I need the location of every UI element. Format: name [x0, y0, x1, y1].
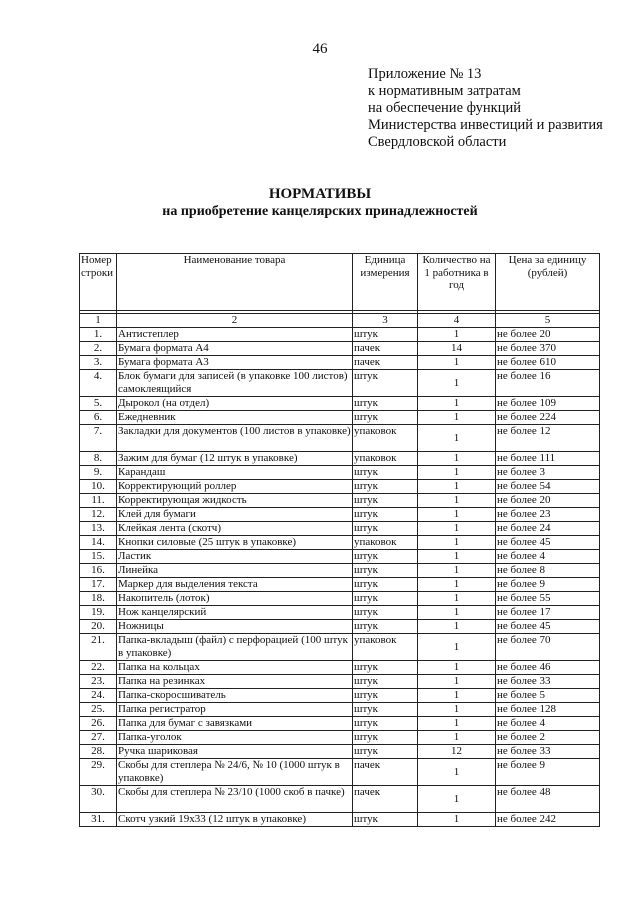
price-cell: не более 111 — [496, 452, 600, 466]
row-number-cell: 4. — [80, 370, 117, 397]
table-header-row — [80, 254, 600, 311]
price-cell: не более 9 — [496, 759, 600, 786]
unit-cell: штук — [353, 411, 418, 425]
price-cell: не более 48 — [496, 786, 600, 813]
unit-cell: упаковок — [353, 634, 418, 661]
table-row — [80, 731, 600, 745]
table-row — [80, 522, 600, 536]
table-body — [80, 328, 600, 827]
row-number-cell: 19. — [80, 606, 117, 620]
unit-cell: штук — [353, 550, 418, 564]
table-row — [80, 717, 600, 731]
row-number-cell: 3. — [80, 356, 117, 370]
item-name-cell: Клей для бумаги — [117, 508, 353, 522]
column-header-quantity: Количество на 1 работника в год — [418, 254, 496, 311]
row-number-cell: 1. — [80, 328, 117, 342]
unit-cell: штук — [353, 717, 418, 731]
document-title: НОРМАТИВЫ — [268, 186, 372, 202]
unit-cell: упаковок — [353, 536, 418, 550]
item-name-cell: Ластик — [117, 550, 353, 564]
unit-cell: пачек — [353, 356, 418, 370]
row-number-cell: 21. — [80, 634, 117, 661]
quantity-cell: 1 — [418, 731, 496, 745]
row-number-cell: 27. — [80, 731, 117, 745]
quantity-cell: 1 — [418, 759, 496, 786]
unit-cell: штук — [353, 592, 418, 606]
quantity-cell: 1 — [418, 717, 496, 731]
table-row — [80, 397, 600, 411]
column-number: 3 — [353, 314, 418, 328]
quantity-cell: 1 — [418, 813, 496, 827]
quantity-cell: 1 — [418, 634, 496, 661]
item-name-cell: Папка на кольцах — [117, 661, 353, 675]
price-cell: не более 16 — [496, 370, 600, 397]
quantity-cell: 1 — [418, 522, 496, 536]
row-number-cell: 16. — [80, 564, 117, 578]
table-row — [80, 786, 600, 813]
row-number-cell: 12. — [80, 508, 117, 522]
unit-cell: штук — [353, 480, 418, 494]
price-cell: не более 20 — [496, 494, 600, 508]
quantity-cell: 1 — [418, 536, 496, 550]
item-name-cell: Бумага формата А4 — [117, 342, 353, 356]
item-name-cell: Ежедневник — [117, 411, 353, 425]
quantity-cell: 1 — [418, 494, 496, 508]
item-name-cell: Зажим для бумаг (12 штук в упаковке) — [117, 452, 353, 466]
table-row — [80, 759, 600, 786]
table-row — [80, 675, 600, 689]
table-row — [80, 480, 600, 494]
price-cell: не более 33 — [496, 745, 600, 759]
appendix-line: Министерства инвестиций и развития — [368, 117, 603, 133]
item-name-cell: Папка на резинках — [117, 675, 353, 689]
table-row — [80, 536, 600, 550]
quantity-cell: 1 — [418, 675, 496, 689]
item-name-cell: Корректирующий роллер — [117, 480, 353, 494]
item-name-cell: Нож канцелярский — [117, 606, 353, 620]
column-number: 1 — [80, 314, 117, 328]
item-name-cell: Накопитель (лоток) — [117, 592, 353, 606]
table-row — [80, 494, 600, 508]
unit-cell: штук — [353, 522, 418, 536]
column-header-name: Наименование товара — [117, 254, 353, 311]
row-number-cell: 31. — [80, 813, 117, 827]
column-number: 5 — [496, 314, 600, 328]
item-name-cell: Папка-вкладыш (файл) с перфорацией (100 штук в упаковке) — [117, 634, 353, 661]
quantity-cell: 1 — [418, 550, 496, 564]
appendix-line: к нормативным затратам — [368, 83, 521, 99]
item-name-cell: Папка-уголок — [117, 731, 353, 745]
price-cell: не более 2 — [496, 731, 600, 745]
unit-cell: штук — [353, 606, 418, 620]
item-name-cell: Линейка — [117, 564, 353, 578]
table-row — [80, 703, 600, 717]
price-cell: не более 224 — [496, 411, 600, 425]
price-cell: не более 3 — [496, 466, 600, 480]
table-row — [80, 689, 600, 703]
column-number: 4 — [418, 314, 496, 328]
unit-cell: упаковок — [353, 425, 418, 452]
table-row — [80, 813, 600, 827]
item-name-cell: Дырокол (на отдел) — [117, 397, 353, 411]
price-cell: не более 17 — [496, 606, 600, 620]
table-row — [80, 661, 600, 675]
item-name-cell: Антистеплер — [117, 328, 353, 342]
quantity-cell: 1 — [418, 356, 496, 370]
quantity-cell: 14 — [418, 342, 496, 356]
unit-cell: штук — [353, 494, 418, 508]
table-row — [80, 592, 600, 606]
price-cell: не более 9 — [496, 578, 600, 592]
item-name-cell: Маркер для выделения текста — [117, 578, 353, 592]
table-row — [80, 634, 600, 661]
item-name-cell: Папка для бумаг с завязками — [117, 717, 353, 731]
unit-cell: пачек — [353, 786, 418, 813]
row-number-cell: 13. — [80, 522, 117, 536]
table-row — [80, 550, 600, 564]
quantity-cell: 1 — [418, 480, 496, 494]
item-name-cell: Папка-скоросшиватель — [117, 689, 353, 703]
item-name-cell: Скобы для степлера № 23/10 (1000 скоб в пачке) — [117, 786, 353, 813]
price-cell: не более 4 — [496, 717, 600, 731]
row-number-cell: 7. — [80, 425, 117, 452]
price-cell: не более 33 — [496, 675, 600, 689]
table-row — [80, 620, 600, 634]
item-name-cell: Скотч узкий 19х33 (12 штук в упаковке) — [117, 813, 353, 827]
price-cell: не более 128 — [496, 703, 600, 717]
table-row — [80, 411, 600, 425]
unit-cell: штук — [353, 813, 418, 827]
norms-table — [79, 253, 600, 827]
price-cell: не более 24 — [496, 522, 600, 536]
unit-cell: штук — [353, 731, 418, 745]
row-number-cell: 25. — [80, 703, 117, 717]
item-name-cell: Ножницы — [117, 620, 353, 634]
quantity-cell: 1 — [418, 689, 496, 703]
price-cell: не более 5 — [496, 689, 600, 703]
table-row — [80, 606, 600, 620]
table-row — [80, 466, 600, 480]
unit-cell: штук — [353, 328, 418, 342]
row-number-cell: 5. — [80, 397, 117, 411]
appendix-line: Приложение № 13 — [368, 66, 482, 82]
unit-cell: штук — [353, 508, 418, 522]
quantity-cell: 1 — [418, 425, 496, 452]
unit-cell: пачек — [353, 759, 418, 786]
unit-cell: штук — [353, 397, 418, 411]
unit-cell: штук — [353, 689, 418, 703]
unit-cell: упаковок — [353, 452, 418, 466]
row-number-cell: 30. — [80, 786, 117, 813]
column-header-unit: Единица измерения — [353, 254, 418, 311]
quantity-cell: 1 — [418, 606, 496, 620]
row-number-cell: 17. — [80, 578, 117, 592]
item-name-cell: Папка регистратор — [117, 703, 353, 717]
column-number-row — [80, 314, 600, 328]
row-number-cell: 14. — [80, 536, 117, 550]
table-row — [80, 452, 600, 466]
item-name-cell: Ручка шариковая — [117, 745, 353, 759]
row-number-cell: 11. — [80, 494, 117, 508]
page-number: 46 — [312, 41, 328, 57]
unit-cell: штук — [353, 745, 418, 759]
row-number-cell: 20. — [80, 620, 117, 634]
row-number-cell: 28. — [80, 745, 117, 759]
item-name-cell: Корректирующая жидкость — [117, 494, 353, 508]
appendix-note — [368, 66, 603, 151]
quantity-cell: 1 — [418, 466, 496, 480]
price-cell: не более 54 — [496, 480, 600, 494]
row-number-cell: 18. — [80, 592, 117, 606]
quantity-cell: 1 — [418, 564, 496, 578]
price-cell: не более 4 — [496, 550, 600, 564]
price-cell: не более 45 — [496, 620, 600, 634]
document-subtitle: на приобретение канцелярских принадлежностей — [162, 204, 478, 219]
quantity-cell: 1 — [418, 786, 496, 813]
quantity-cell: 1 — [418, 578, 496, 592]
table-row — [80, 578, 600, 592]
quantity-cell: 1 — [418, 452, 496, 466]
column-header-price: Цена за единицу (рублей) — [496, 254, 600, 311]
row-number-cell: 15. — [80, 550, 117, 564]
item-name-cell: Кнопки силовые (25 штук в упаковке) — [117, 536, 353, 550]
row-number-cell: 23. — [80, 675, 117, 689]
unit-cell: штук — [353, 564, 418, 578]
unit-cell: штук — [353, 620, 418, 634]
table-row — [80, 370, 600, 397]
price-cell: не более 12 — [496, 425, 600, 452]
column-header-number: Номер строки — [80, 254, 117, 311]
price-cell: не более 8 — [496, 564, 600, 578]
table-row — [80, 342, 600, 356]
item-name-cell: Клейкая лента (скотч) — [117, 522, 353, 536]
table-row — [80, 328, 600, 342]
unit-cell: штук — [353, 675, 418, 689]
price-cell: не более 23 — [496, 508, 600, 522]
table-row — [80, 508, 600, 522]
quantity-cell: 12 — [418, 745, 496, 759]
price-cell: не более 610 — [496, 356, 600, 370]
quantity-cell: 1 — [418, 328, 496, 342]
quantity-cell: 1 — [418, 411, 496, 425]
row-number-cell: 10. — [80, 480, 117, 494]
row-number-cell: 2. — [80, 342, 117, 356]
quantity-cell: 1 — [418, 370, 496, 397]
item-name-cell: Закладки для документов (100 листов в упаковке) — [117, 425, 353, 452]
item-name-cell: Скобы для степлера № 24/6, № 10 (1000 штук в упаковке) — [117, 759, 353, 786]
price-cell: не более 20 — [496, 328, 600, 342]
item-name-cell: Карандаш — [117, 466, 353, 480]
row-number-cell: 24. — [80, 689, 117, 703]
unit-cell: штук — [353, 661, 418, 675]
quantity-cell: 1 — [418, 508, 496, 522]
item-name-cell: Бумага формата А3 — [117, 356, 353, 370]
row-number-cell: 6. — [80, 411, 117, 425]
unit-cell: штук — [353, 370, 418, 397]
table-row — [80, 564, 600, 578]
table-row — [80, 356, 600, 370]
row-number-cell: 26. — [80, 717, 117, 731]
unit-cell: пачек — [353, 342, 418, 356]
price-cell: не более 370 — [496, 342, 600, 356]
item-name-cell: Блок бумаги для записей (в упаковке 100 листов) самоклеящийся — [117, 370, 353, 397]
quantity-cell: 1 — [418, 620, 496, 634]
row-number-cell: 9. — [80, 466, 117, 480]
price-cell: не более 45 — [496, 536, 600, 550]
appendix-line: на обеспечение функций — [368, 100, 522, 116]
row-number-cell: 22. — [80, 661, 117, 675]
unit-cell: штук — [353, 578, 418, 592]
table-row — [80, 425, 600, 452]
quantity-cell: 1 — [418, 703, 496, 717]
price-cell: не более 70 — [496, 634, 600, 661]
price-cell: не более 46 — [496, 661, 600, 675]
column-number: 2 — [117, 314, 353, 328]
price-cell: не более 55 — [496, 592, 600, 606]
quantity-cell: 1 — [418, 661, 496, 675]
price-cell: не более 242 — [496, 813, 600, 827]
price-cell: не более 109 — [496, 397, 600, 411]
row-number-cell: 8. — [80, 452, 117, 466]
quantity-cell: 1 — [418, 592, 496, 606]
unit-cell: штук — [353, 466, 418, 480]
appendix-line: Свердловской области — [368, 134, 507, 150]
table-row — [80, 745, 600, 759]
unit-cell: штук — [353, 703, 418, 717]
quantity-cell: 1 — [418, 397, 496, 411]
row-number-cell: 29. — [80, 759, 117, 786]
